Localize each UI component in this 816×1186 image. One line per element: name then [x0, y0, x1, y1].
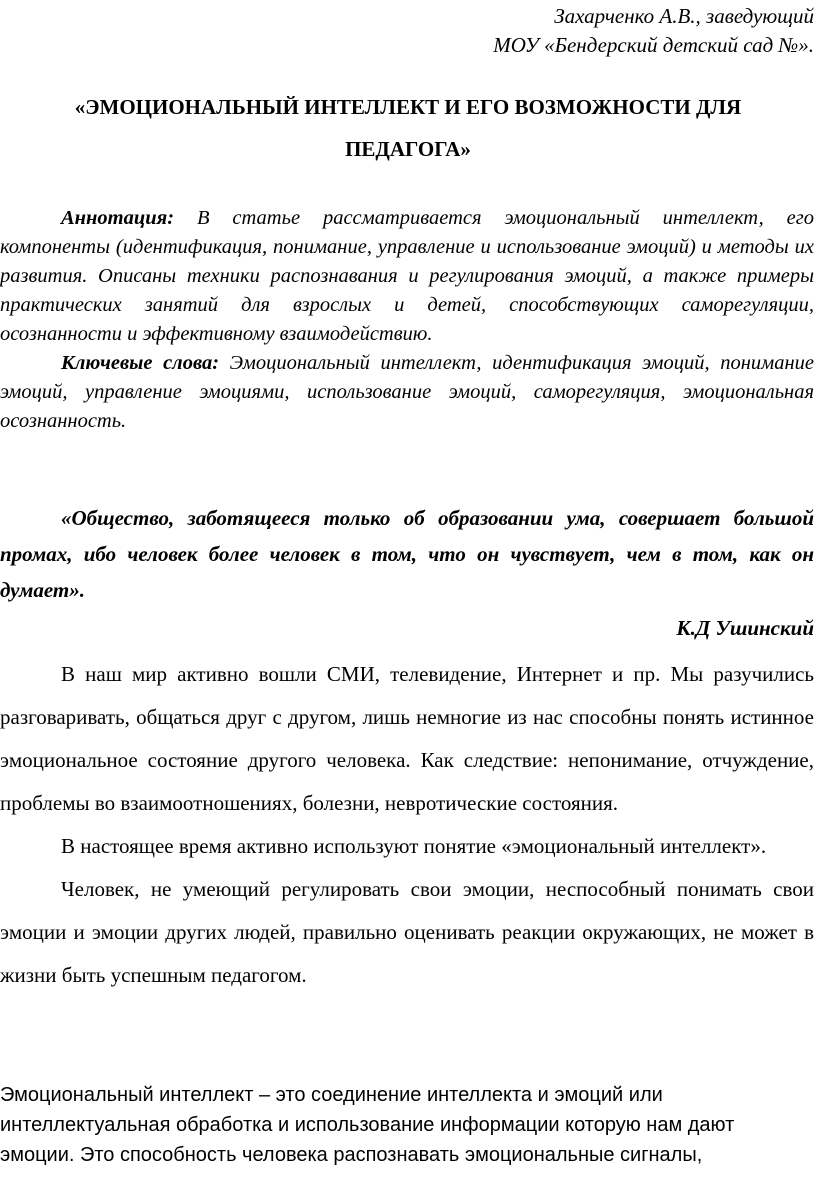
- article-title-line2: ПЕДАГОГА»: [345, 137, 471, 161]
- article-title: [0, 86, 816, 170]
- annotation-section: [0, 204, 814, 436]
- annotation-label: Аннотация:: [61, 207, 175, 229]
- article-body: [0, 653, 814, 997]
- author-name: Захарченко А.В., заведующий: [554, 4, 814, 28]
- author-organization: МОУ «Бендерский детский сад №».: [493, 33, 814, 57]
- article-continuation: [0, 1080, 814, 1170]
- annotation-text: В статье рассматривается эмоциональный интеллект, его компоненты (идентификация, понимание, управление и использование эмоций) и методы их развития. Описаны техники распознавания и регулирования эмоций, а также примеры практических занятий для взрослых и детей, способствующих саморегуляции, осознанности и эффективному взаимодействию.: [0, 207, 814, 345]
- keywords-label: Ключевые слова:: [61, 352, 220, 374]
- epigraph-author: К.Д Ушинский: [676, 616, 814, 640]
- body-paragraph-4: Эмоциональный интеллект – это соединение интеллекта и эмоций или интеллектуальная обработка и использование информации которую нам дают эмоции. Это способность человека распознавать эмоциональные сигналы,: [0, 1084, 735, 1166]
- keywords-text: Эмоциональный интеллект, идентификация эмоций, понимание эмоций, управление эмоциями, использование эмоций, саморегуляция, эмоциональная осознанность.: [0, 352, 814, 432]
- annotation-paragraph: [0, 204, 814, 349]
- body-paragraph-1: В наш мир активно вошли СМИ, телевидение, Интернет и пр. Мы разучились разговаривать, общаться друг с другом, лишь немногие из нас способны понять истинное эмоциональное состояние другого человека. Как следствие: непонимание, отчуждение, проблемы во взаимоотношениях, болезни, невротические состояния.: [0, 662, 814, 815]
- body-paragraph-2: В настоящее время активно используют понятие «эмоциональный интеллект».: [61, 834, 767, 858]
- keywords-paragraph: [0, 349, 814, 436]
- epigraph-quote: «Общество, заботящееся только об образовании ума, совершает большой промах, ибо человек более человек в том, что он чувствует, чем в том, как он думает».: [0, 506, 814, 602]
- article-title-line1: «ЭМОЦИОНАЛЬНЫЙ ИНТЕЛЛЕКТ И ЕГО ВОЗМОЖНОСТИ ДЛЯ: [74, 95, 742, 119]
- author-block: [493, 2, 814, 60]
- body-paragraph-3: Человек, не умеющий регулировать свои эмоции, неспособный понимать свои эмоции и эмоции других людей, правильно оценивать реакции окружающих, не может в жизни быть успешным педагогом.: [0, 877, 814, 987]
